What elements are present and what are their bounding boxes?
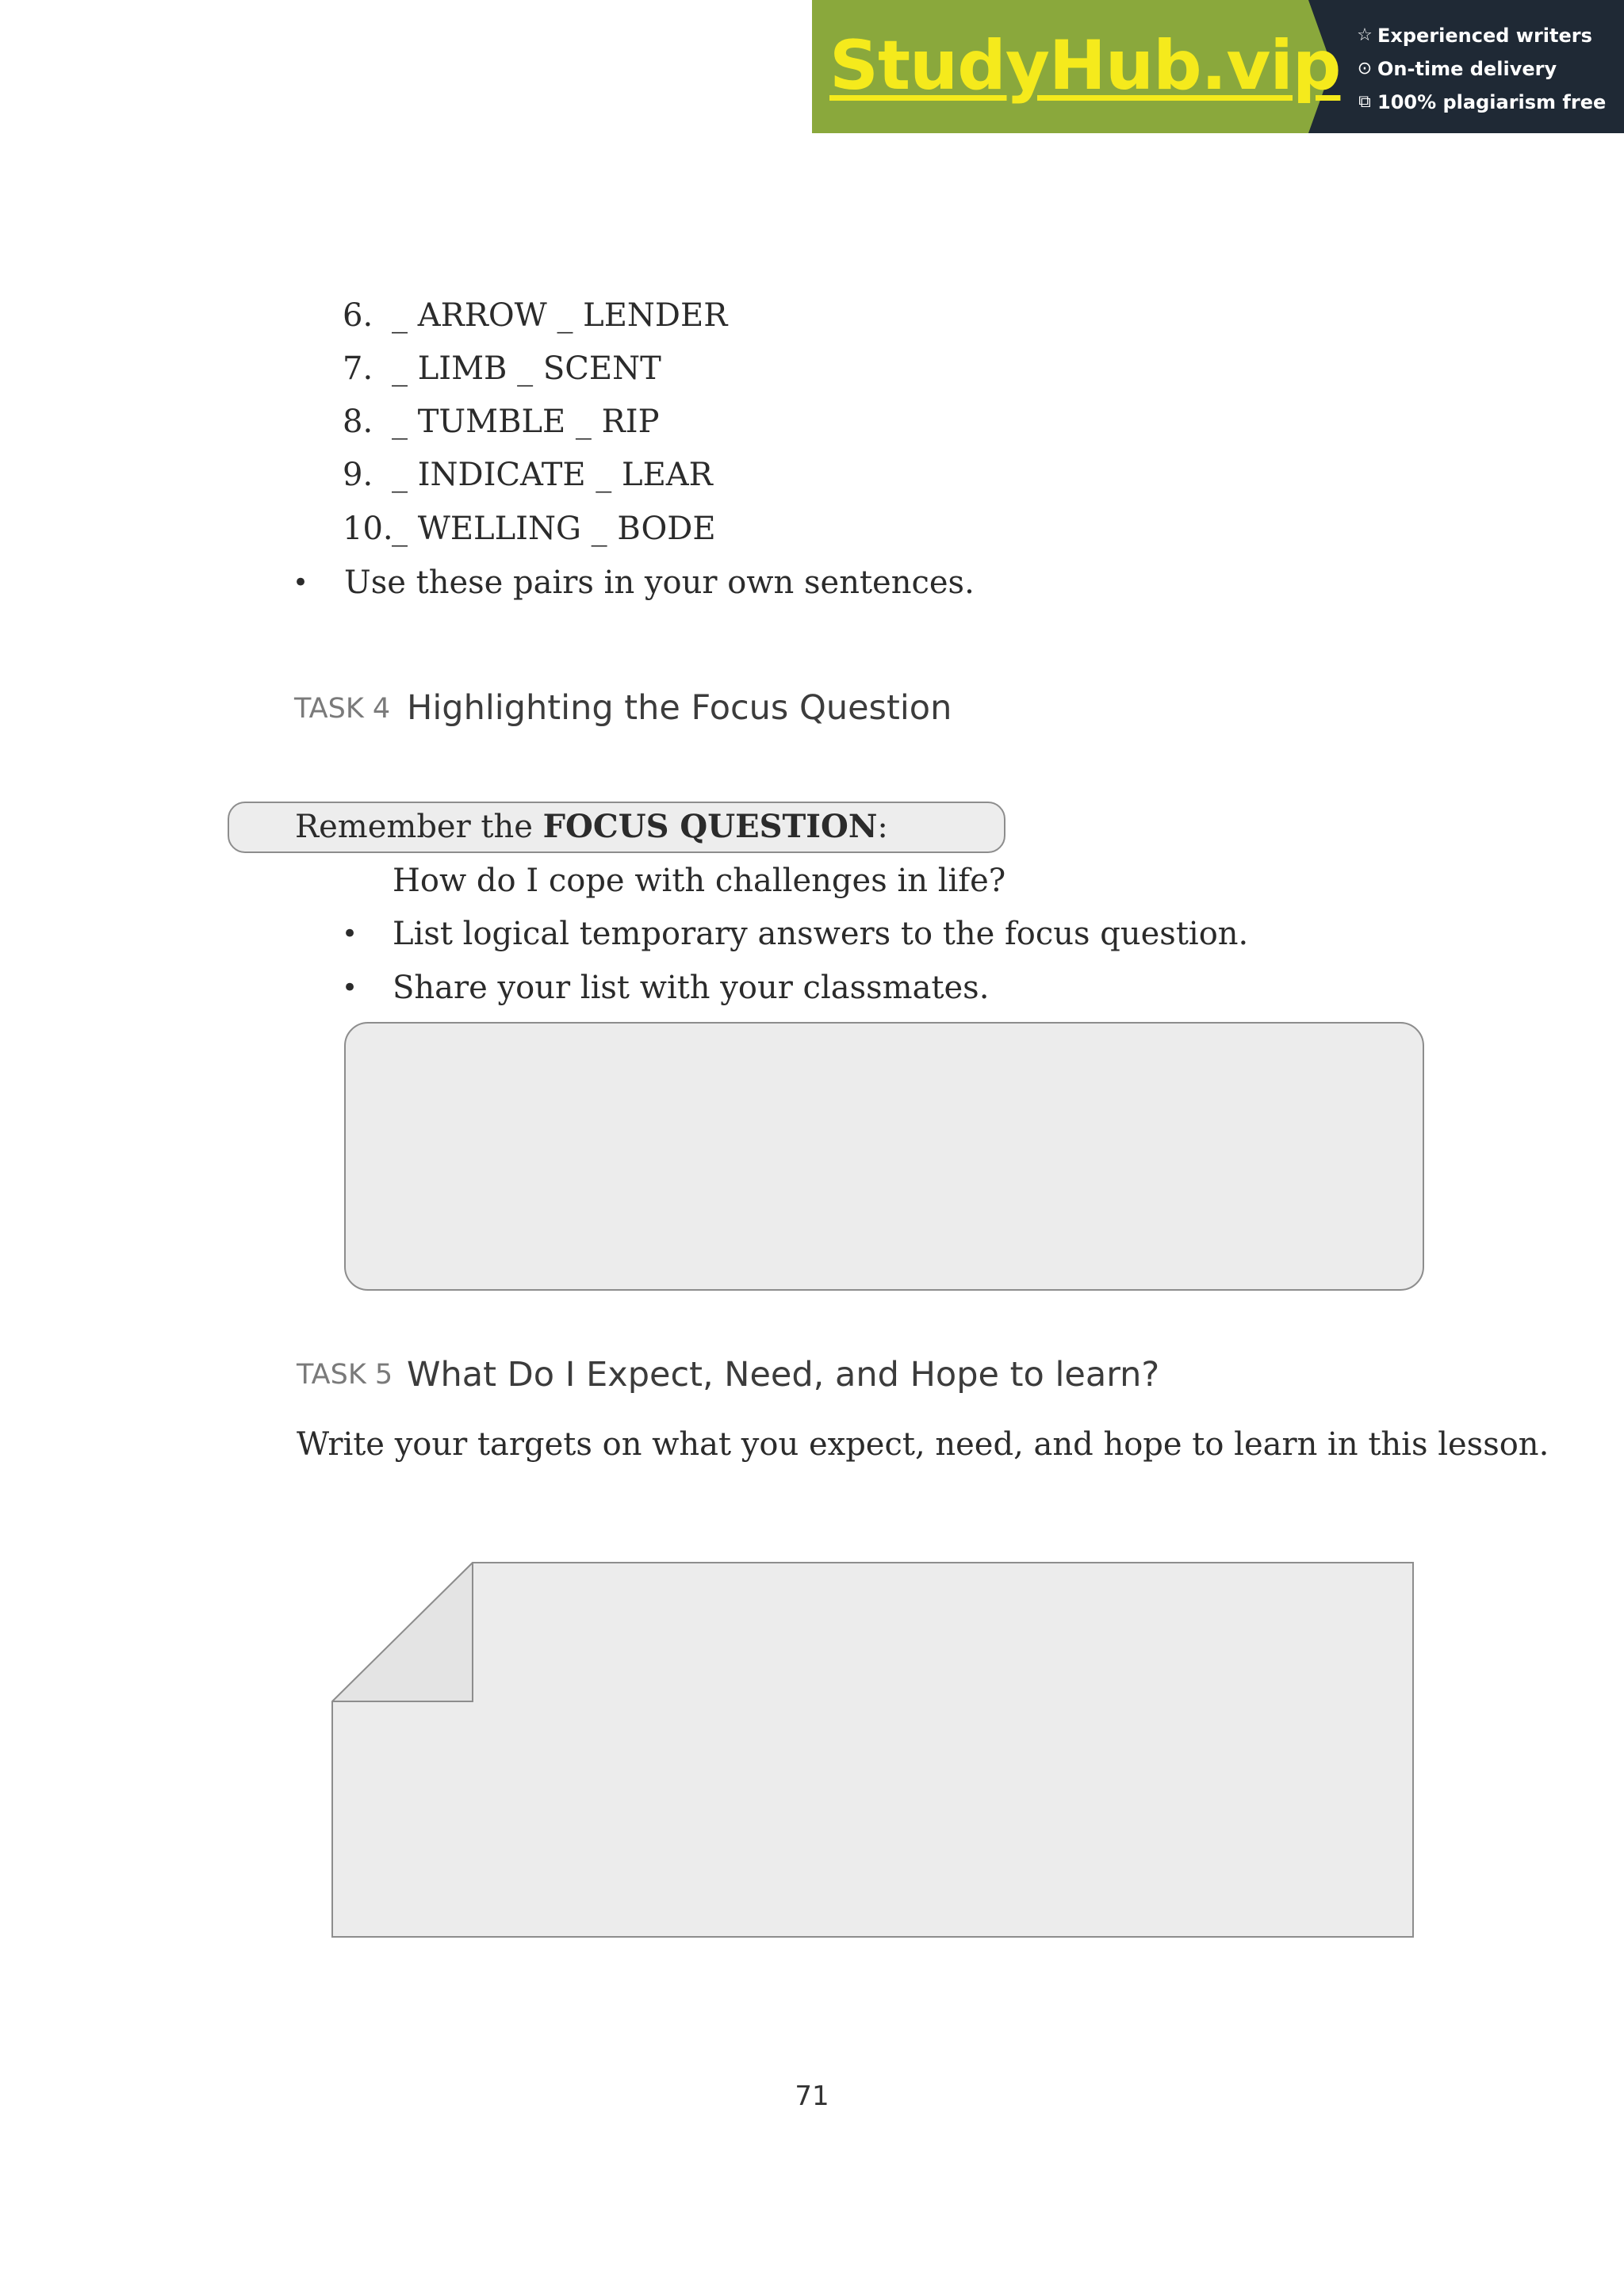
page-number: 71 <box>795 2080 829 2112</box>
list-item: _ ARROW _ LENDER <box>392 297 728 334</box>
focus-question-text: How do I cope with challenges in life? <box>393 863 1006 899</box>
task5-label: TASK 5 <box>297 1359 393 1391</box>
task4-title: Highlighting the Focus Question <box>407 688 952 728</box>
feature-label: Experienced writers <box>1377 25 1592 47</box>
copy-icon: ⧉ <box>1358 92 1371 112</box>
task4-label: TASK 4 <box>294 693 391 725</box>
task5-title: What Do I Expect, Need, and Hope to learn? <box>407 1355 1160 1395</box>
list-item: _ TUMBLE _ RIP <box>392 404 660 440</box>
task4-bullet: Share your list with your classmates. <box>393 970 990 1006</box>
focus-question-heading <box>295 806 888 848</box>
feature-label: 100% plagiarism free <box>1377 91 1607 113</box>
targets-note-box[interactable] <box>331 1562 1415 1938</box>
feature-experienced-writers <box>1355 19 1617 52</box>
brand-logo: StudyHub.vip <box>829 26 1341 105</box>
list-number: 8. <box>343 404 373 440</box>
list-item: _ INDICATE _ LEAR <box>392 457 713 493</box>
task5-instruction: Write your targets on what you expect, need, and hope to learn in this lesson. <box>297 1426 1549 1463</box>
list-number: 10. <box>343 511 393 547</box>
list-item: _ LIMB _ SCENT <box>392 350 661 387</box>
folded-corner <box>332 1563 473 1701</box>
task4-bullet: List logical temporary answers to the focus question. <box>393 916 1249 952</box>
bullet-icon: • <box>342 972 358 1004</box>
bullet-icon: • <box>342 918 358 950</box>
focus-prefix: Remember the <box>295 809 543 845</box>
studyhub-banner[interactable] <box>812 0 1624 133</box>
focus-suffix: : <box>877 809 888 845</box>
answer-box[interactable] <box>344 1022 1424 1291</box>
list-number: 7. <box>343 350 373 387</box>
feature-plagiarism-free <box>1355 86 1617 119</box>
list-number: 6. <box>343 297 373 334</box>
feature-on-time-delivery <box>1355 52 1617 86</box>
star-icon: ☆ <box>1357 25 1373 45</box>
list-number: 9. <box>343 457 373 493</box>
feature-label: On-time delivery <box>1377 58 1557 80</box>
list-item: _ WELLING _ BODE <box>392 511 716 547</box>
bullet-icon: • <box>293 567 309 599</box>
feature-list <box>1355 19 1617 119</box>
focus-bold: FOCUS QUESTION <box>542 808 878 845</box>
instruction-text: Use these pairs in your own sentences. <box>344 564 975 601</box>
clock-icon: ⊙ <box>1357 59 1373 78</box>
